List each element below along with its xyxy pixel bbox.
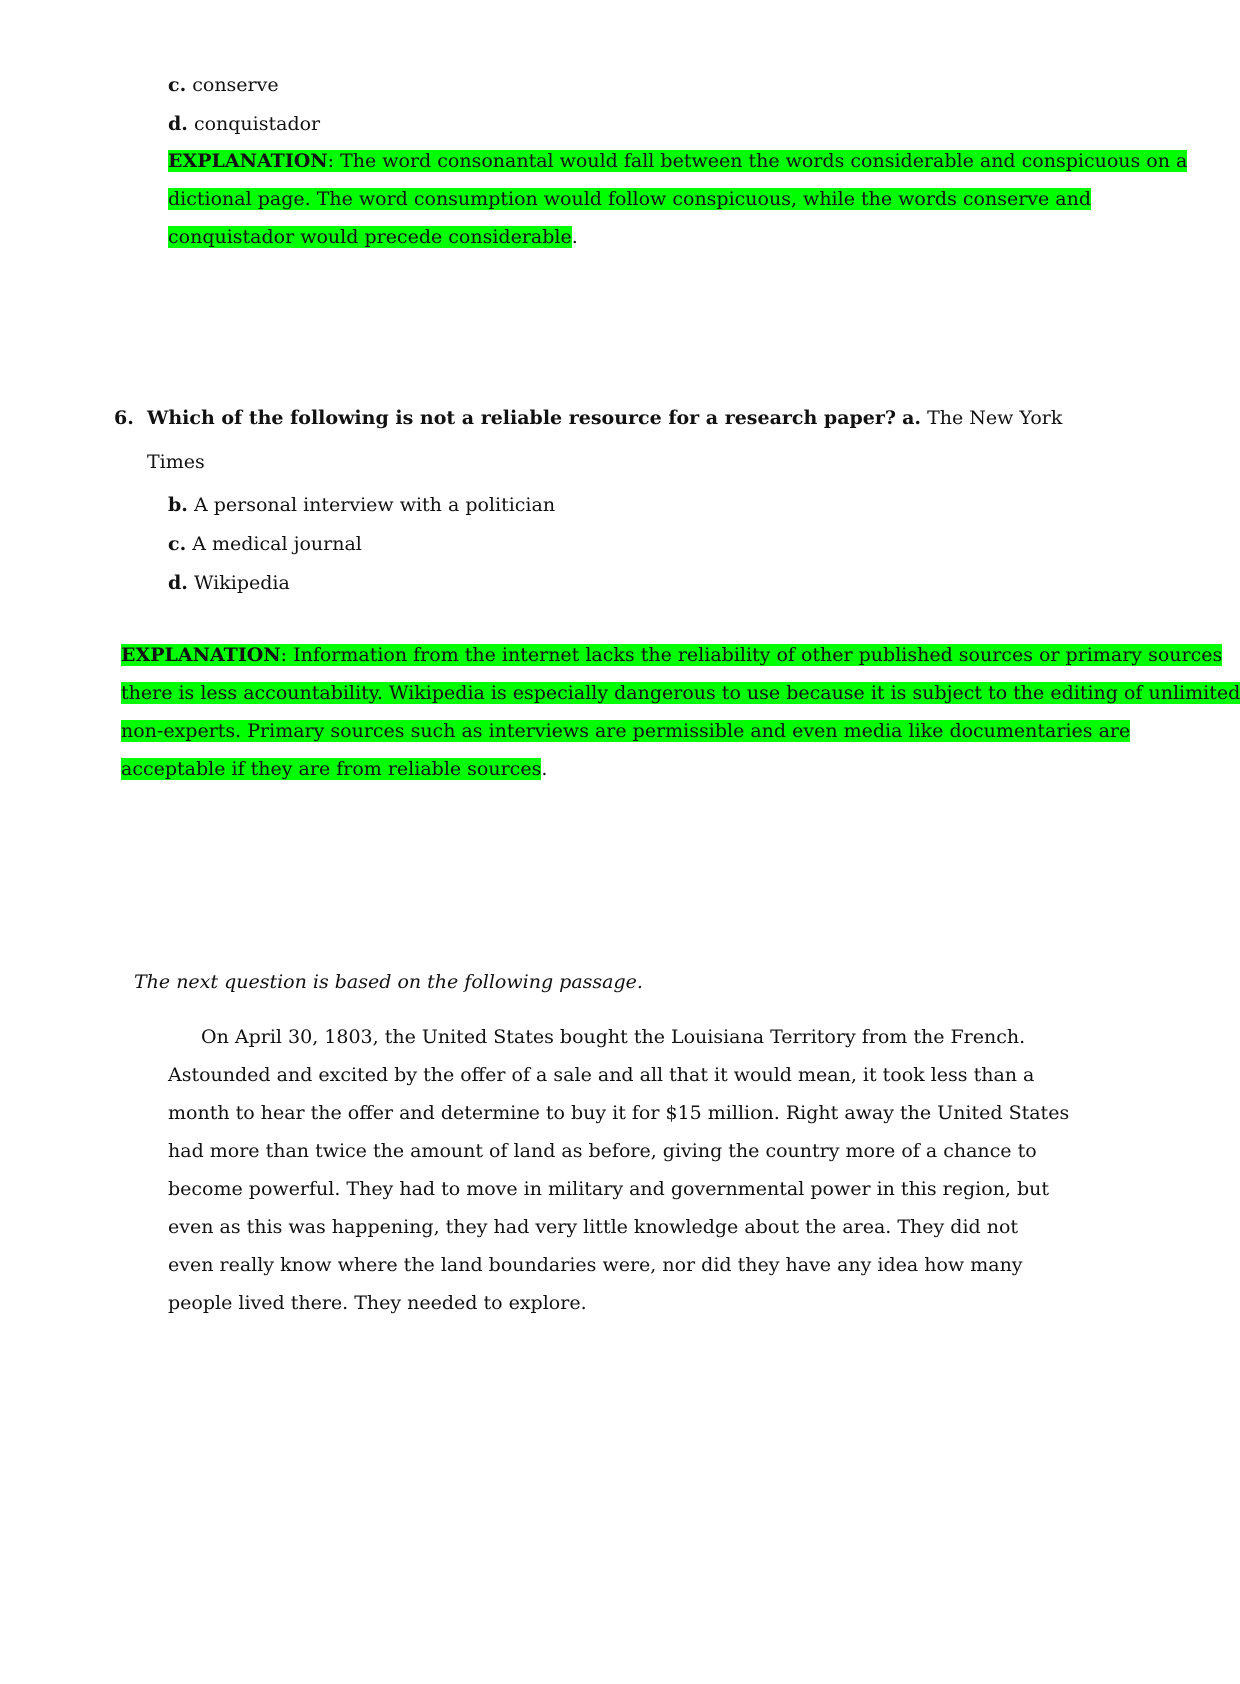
explanation-line: conquistador would precede considerable.	[168, 226, 578, 248]
explanation-line: EXPLANATION: The word consonantal would fall between the words considerable and conspicuous on a	[168, 150, 1188, 172]
option-letter: c.	[168, 74, 187, 96]
option-letter: a.	[902, 407, 922, 429]
passage-line: even as this was happening, they had very little knowledge about the area. They did not	[168, 1216, 1019, 1238]
passage-line: On April 30, 1803, the United States bought the Louisiana Territory from the French.	[201, 1026, 1026, 1048]
explanation-line: acceptable if they are from reliable sources.	[121, 758, 548, 780]
q6-stem-line	[147, 406, 1062, 430]
passage-line: Astounded and excited by the offer of a sale and all that it would mean, it took less than a	[168, 1064, 1035, 1086]
q6-option-b	[168, 493, 555, 517]
option-text: A personal interview with a politician	[193, 494, 556, 516]
explanation-line: there is less accountability. Wikipedia is especially dangerous to use because it is subject to the editing of unlimited	[121, 682, 1240, 704]
passage-line: even really know where the land boundaries were, nor did they have any idea how many	[168, 1254, 1023, 1276]
option-text: conserve	[192, 74, 279, 96]
question-stem: Which of the following is not a reliable resource for a research paper?	[147, 407, 897, 429]
q5-option-c	[168, 73, 279, 97]
explanation-label: EXPLANATION	[168, 150, 328, 172]
option-letter: b.	[168, 494, 188, 516]
option-letter: d.	[168, 113, 188, 135]
option-text: A medical journal	[192, 533, 362, 555]
passage-line: had more than twice the amount of land as before, giving the country more of a chance to	[168, 1140, 1037, 1162]
explanation-label: EXPLANATION	[121, 644, 281, 666]
option-text: The New York	[927, 407, 1063, 429]
passage-line: month to hear the offer and determine to buy it for $15 million. Right away the United States	[168, 1102, 1070, 1124]
q6-option-a-continued: Times	[147, 451, 205, 473]
q5-option-d	[168, 112, 320, 136]
q6-option-d	[168, 571, 290, 595]
question-number: 6.	[114, 407, 134, 429]
option-text: Wikipedia	[193, 572, 290, 594]
q6-option-c	[168, 532, 362, 556]
passage-body	[168, 1018, 1069, 1322]
explanation-line: dictional page. The word consumption would follow conspicuous, while the words conserve and	[168, 188, 1092, 210]
q5-explanation	[168, 142, 1188, 256]
q6-explanation	[121, 636, 1240, 788]
option-letter: d.	[168, 572, 188, 594]
passage-line: people lived there. They needed to explore.	[168, 1292, 587, 1314]
explanation-line: non-experts. Primary sources such as interviews are permissible and even media like documentaries are	[121, 720, 1131, 742]
option-text: conquistador	[193, 113, 321, 135]
passage-line: become powerful. They had to move in military and governmental power in this region, but	[168, 1178, 1050, 1200]
passage-intro: The next question is based on the following passage.	[134, 971, 643, 993]
explanation-line: EXPLANATION: Information from the internet lacks the reliability of other published sources or primary sources	[121, 644, 1223, 666]
option-letter: c.	[168, 533, 187, 555]
